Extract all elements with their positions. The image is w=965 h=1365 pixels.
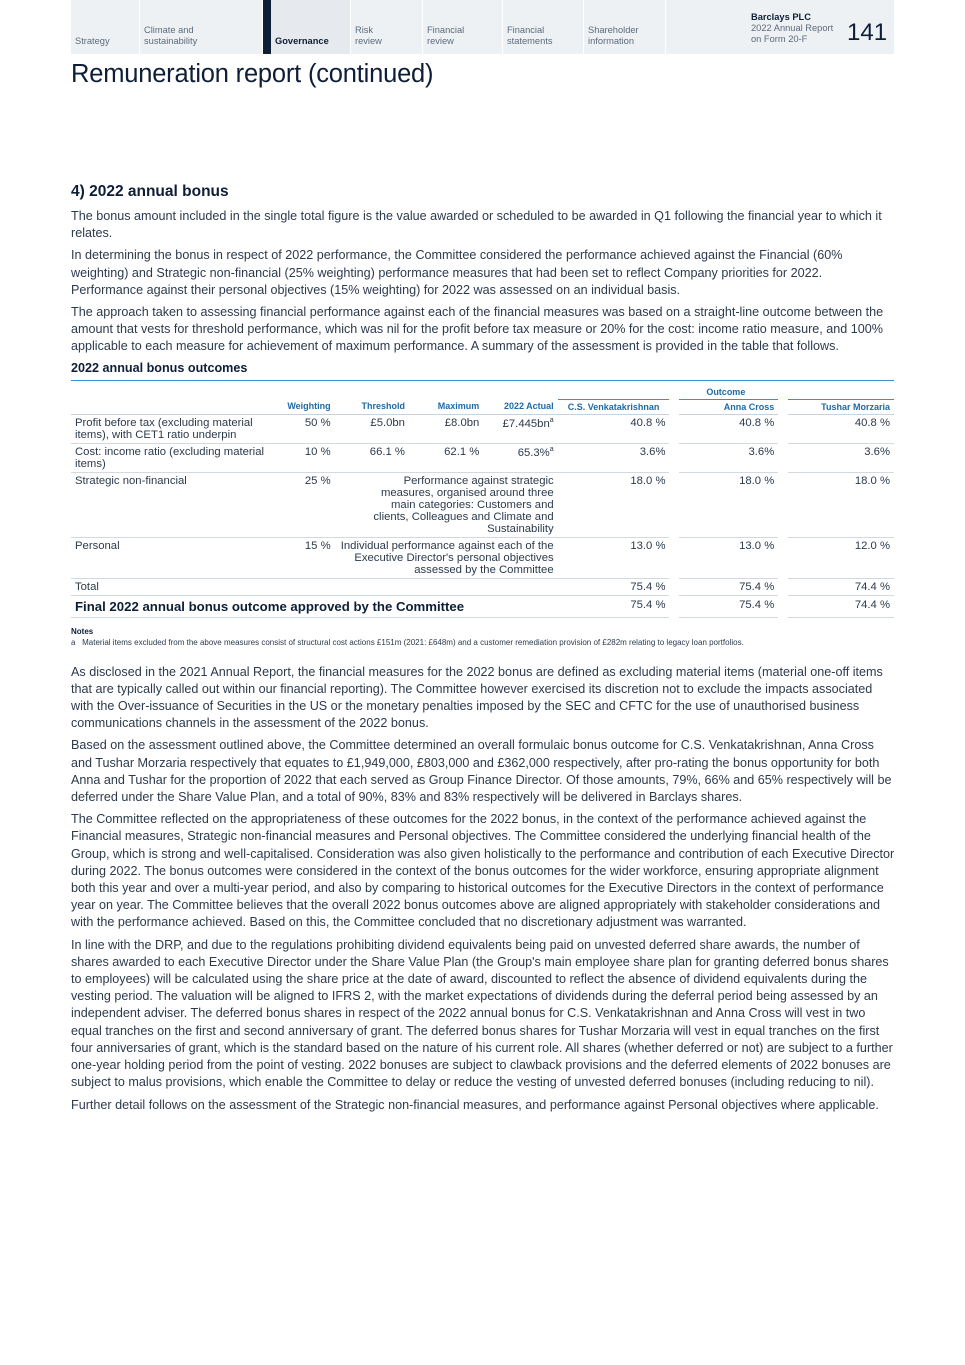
main-content	[71, 183, 896, 1119]
col-venkatakrishnan: C.S. Venkatakrishnan	[558, 399, 675, 414]
notes-title: Notes	[71, 626, 94, 636]
final-cell: 74.4 %	[783, 595, 894, 617]
nav-tab-strategy[interactable]	[71, 0, 140, 54]
outcome-group-label: Outcome	[558, 385, 894, 400]
paragraph: The bonus amount included in the single total figure is the value awarded or scheduled to be awarded in Q1 following the financial year to which it relates.	[71, 209, 882, 241]
paragraph: In determining the bonus in respect of 2022 performance, the Committee considered the performance achieved against the Financial (60% weighting) and Strategic non-financial (25% weighting) performance measures that had been set to reflect Company priorities for 2022. Performance against their personal objectives (15% weighting) for 2022 was assessed on an individual basis.	[71, 248, 843, 297]
description-text: Performance against strategic measures, organised around three main categories: Customers and clients, Colleagues and Climate and Sustainability	[373, 474, 554, 535]
nav-tab-label: Climate and sustainability	[144, 25, 198, 46]
total-row	[71, 578, 894, 595]
total-cell: 75.4 %	[558, 578, 675, 595]
page-number: 141	[847, 19, 888, 46]
paragraph: Based on the assessment outlined above, the Committee determined an overall formulaic bonus outcome for C.S. Venkatakrishnan, Anna Cross and Tushar Morzaria respectively that equates to £1,949,000, £803,000 and £362,000 respectively, after pro-rating the bonus opportunity for both Anna and Tushar for the proportion of 2022 that each served as Group Finance Director. Of those amounts, 79%, 66% and 65% respectively will be deferred under the Share Value Plan, and a total of 90%, 83% and 83% respectively will be delivered in Barclays shares.	[71, 738, 892, 805]
actual-value: £7.445bn	[502, 417, 550, 430]
page-title: Remuneration report (continued)	[71, 60, 434, 88]
note-marker: a	[71, 637, 76, 647]
outcome-cell: 40.8 %	[674, 414, 783, 443]
nav-tab-financial-review[interactable]	[423, 0, 503, 54]
table-notes	[71, 626, 896, 648]
paragraph: In line with the DRP, and due to the regulations prohibiting dividend equivalents being paid on unvested deferred share awards, the number of shares awarded to each Executive Director under the Share Value Plan (the Group's main employee share plan for granting deferred bonus shares to employees) will be calculated using the share price at the date of award, discounted to reflect the absence of dividend equivalents during the vesting period. The valuation will be aligned to IFRS 2, with the market expectations of dividends during the deferral period being assessed by an independent adviser. The deferred bonus shares in respect of the 2022 annual bonus for C.S. Venkatakrishnan and Anna Cross will vest in two equal tranches on the first and second anniversary of grant. The deferred bonus shares for Tushar Morzaria will vest in equal tranches on the first four anniversaries of grant, which is the standard based on the nature of his current role. All shares (whether deferred or not) are subject to a further one-year holding period from the point of vesting. 2022 bonuses are subject to clawback provisions and the deferred elements of 2022 bonuses are subject to malus provisions, which enable the Committee to delay or reduce the vesting of unvested deferred bonuses (including reducing to nil).	[71, 937, 893, 1090]
col-weighting: Weighting	[283, 399, 334, 414]
note-marker: a	[549, 445, 554, 453]
col-actual: 2022 Actual	[483, 399, 557, 414]
measure-description	[335, 537, 558, 578]
outcome-cell: 18.0 %	[783, 472, 894, 537]
threshold-cell: £5.0bn	[335, 414, 409, 443]
total-label: Total	[71, 578, 558, 595]
final-cell: 75.4 %	[558, 595, 675, 617]
outcome-cell: 13.0 %	[674, 537, 783, 578]
col-threshold: Threshold	[335, 399, 409, 414]
total-cell: 75.4 %	[674, 578, 783, 595]
outcome-cell: 12.0 %	[783, 537, 894, 578]
table-header-row	[71, 399, 894, 414]
paragraph: Further detail follows on the assessment of the Strategic non-financial measures, and performance against Personal objectives where applicable.	[71, 1097, 879, 1112]
actual-value: 65.3%	[517, 446, 550, 459]
nav-tab-governance[interactable]	[263, 0, 351, 54]
section-heading: 4) 2022 annual bonus	[71, 183, 229, 200]
measure-label: Personal	[71, 537, 283, 578]
col-anna-cross: Anna Cross	[674, 399, 783, 414]
outcome-cell: 40.8 %	[783, 414, 894, 443]
outcome-header-row	[71, 385, 894, 400]
weighting-cell: 10 %	[283, 443, 334, 472]
actual-cell	[483, 443, 557, 472]
bonus-outcomes-table	[71, 380, 894, 618]
outcome-cell: 3.6%	[674, 443, 783, 472]
measure-label: Profit before tax (excluding material items), with CET1 ratio underpin	[71, 414, 283, 443]
nav-tab-label: Risk review	[355, 25, 382, 46]
outcome-cell: 18.0 %	[674, 472, 783, 537]
report-line-2: on Form 20-F	[751, 34, 808, 44]
table-row	[71, 443, 894, 472]
nav-tab-label: Governance	[275, 36, 329, 46]
final-label: Final 2022 annual bonus outcome approved by the Committee	[71, 595, 558, 617]
report-line-1: 2022 Annual Report	[751, 23, 834, 33]
brand-name: Barclays PLC	[751, 12, 811, 22]
final-cell: 75.4 %	[674, 595, 783, 617]
threshold-cell: 66.1 %	[335, 443, 409, 472]
total-cell: 74.4 %	[783, 578, 894, 595]
nav-tab-label: Strategy	[75, 36, 110, 46]
actual-cell	[483, 414, 557, 443]
maximum-cell: 62.1 %	[409, 443, 483, 472]
body-text	[71, 664, 896, 1114]
outcome-cell: 3.6%	[558, 443, 675, 472]
nav-tab-risk-review[interactable]	[351, 0, 423, 54]
paragraph: The approach taken to assessing financial performance against each of the financial measures was based on a straight-line outcome between the amount that vests for threshold performance, which was nil for the profit before tax measure or 20% for the cost: income ratio measure, and 100% applicable to each measure for achievement of maximum performance. A summary of the assessment is provided in the table that follows.	[71, 305, 884, 354]
nav-tab-climate[interactable]	[140, 0, 263, 54]
report-brand	[751, 11, 841, 45]
measure-description	[335, 472, 558, 537]
nav-tab-label: Financial review	[427, 25, 465, 46]
table-title: 2022 annual bonus outcomes	[71, 360, 248, 375]
outcome-cell: 18.0 %	[558, 472, 675, 537]
final-outcome-row	[71, 595, 894, 617]
weighting-cell: 15 %	[283, 537, 334, 578]
description-text: Individual performance against each of the Executive Director's personal objectives assessed by the Committee	[340, 539, 554, 576]
nav-tab-shareholder-information[interactable]	[584, 0, 666, 54]
outcome-cell: 40.8 %	[558, 414, 675, 443]
paragraph: The Committee reflected on the appropriateness of these outcomes for the 2022 bonus, in the context of the performance achieved against the Financial measures, Strategic non-financial measures and Personal objectives. The Committee considered the underlying financial health of the Group, which is strong and well-capitalised. Consideration was also given holistically to the performance and contribution of each Executive Director during 2022. The bonus outcomes were considered in the context of the bonus outcomes for the wider workforce, ensuring appropriate alignment both this year and over a multi-year period, and also by comparing to historical outcomes for the Executive Directors in the context of performance year on year. The Committee believes that the overall 2022 bonus outcomes above are aligned appropriately with stakeholder considerations and with the performance achieved. Based on this, the Committee concluded that no discretionary adjustment was warranted.	[71, 812, 895, 930]
table-row	[71, 414, 894, 443]
col-tushar-morzaria: Tushar Morzaria	[783, 399, 894, 414]
nav-tab-financial-statements[interactable]	[503, 0, 584, 54]
outcome-cell: 3.6%	[783, 443, 894, 472]
note-text: Material items excluded from the above measures consist of structural cost actions £151m (2021: £648m) and a customer remediation provision of £282m relating to legacy loan portfolios.	[82, 637, 744, 647]
weighting-cell: 25 %	[283, 472, 334, 537]
table-row	[71, 472, 894, 537]
weighting-cell: 50 %	[283, 414, 334, 443]
nav-tab-label: Shareholder information	[588, 25, 639, 46]
paragraph: As disclosed in the 2021 Annual Report, the financial measures for the 2022 bonus are defined as excluding material items (material one-off items that are typically called out within our financial reporting). The Committee however exercised its discretion not to exclude the impacts associated with the Over-issuance of Securities in the US or the monetary penalties imposed by the SEC and CFTC for the use of unauthorised business communications channels in the assessment of the 2022 bonus.	[71, 664, 883, 731]
maximum-cell: £8.0bn	[409, 414, 483, 443]
measure-label: Cost: income ratio (excluding material items)	[71, 443, 283, 472]
col-maximum: Maximum	[409, 399, 483, 414]
table-row	[71, 537, 894, 578]
measure-label: Strategic non-financial	[71, 472, 283, 537]
note-marker: a	[549, 416, 554, 424]
outcome-cell: 13.0 %	[558, 537, 675, 578]
note-a	[71, 637, 896, 648]
nav-tab-label: Financial statements	[507, 25, 553, 46]
